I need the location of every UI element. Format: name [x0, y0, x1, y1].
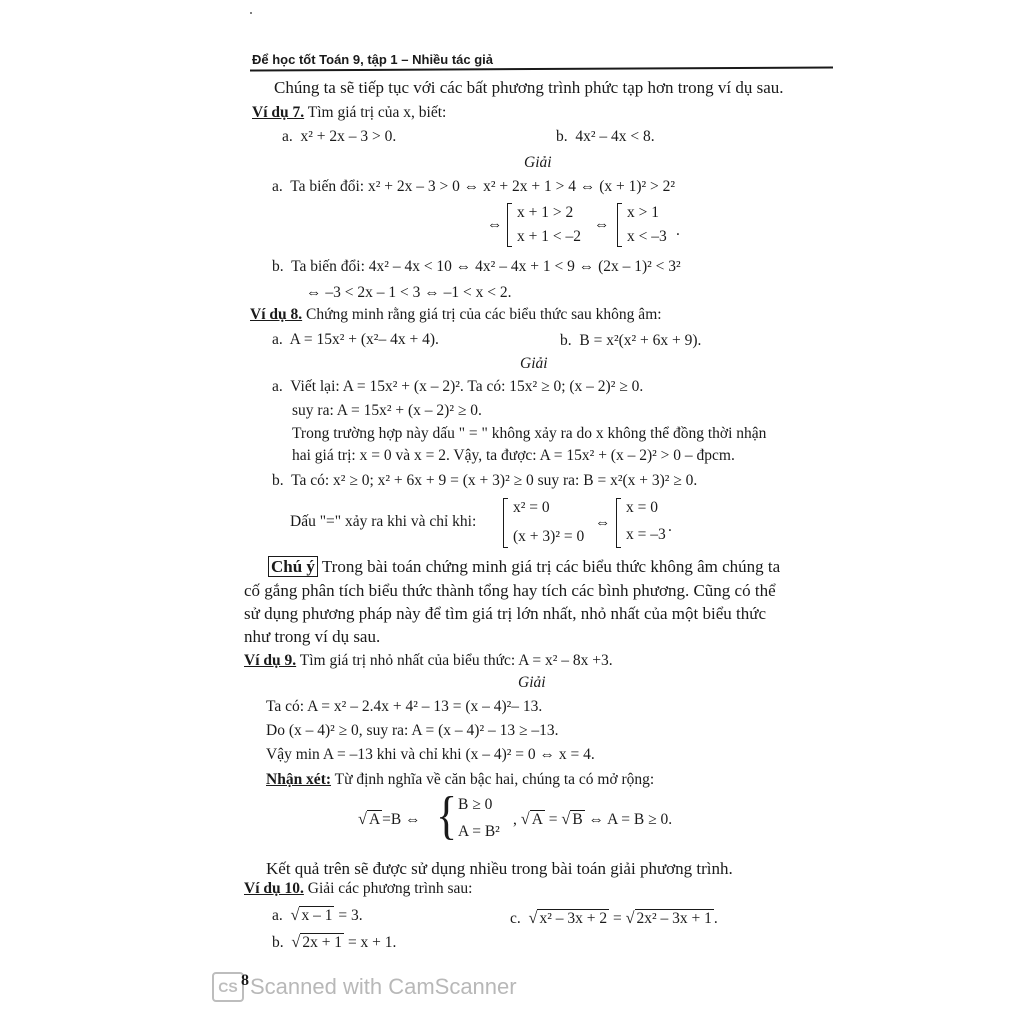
- running-header: Để học tốt Toán 9, tập 1 – Nhiều tác giả: [252, 52, 494, 67]
- result-line: Kết quả trên sẽ được sử dụng nhiều trong bài toán giải phương trình.: [266, 859, 733, 878]
- example-8-a: a. A = 15x² + (x²– 4x + 4).: [272, 331, 439, 348]
- speck: [250, 12, 252, 14]
- example-8-solution-b-l1: b. Ta có: x² ≥ 0; x² + 6x + 9 = (x + 3)² ≥ 0 suy ra: B = x²(x + 3)² ≥ 0.: [272, 472, 698, 489]
- page-number: 8: [241, 972, 249, 989]
- document-page: Để học tốt Toán 9, tập 1 – Nhiều tác giả Chúng ta sẽ tiếp tục với các bất phương trình phức tạp hơn trong ví dụ sau. Ví dụ 7. Tìm giá trị của x, biết: a. x² + 2x – 3 > 0. b. 4x² – 4x < 8. Giải a. Ta biến đổi: x² + 2x – 3 > 0 ⇔ x² + 2x + 1 > 4 ⇔ (x + 1)² > 2² ⇔ x + 1 > 2 x + 1 < –2 ⇔ x > 1 x < –3 . b. Ta biến đổi: 4x² – 4x < 10 ⇔ 4x² – 4x + 1 < 9 ⇔ (2x – 1)² < 3² ⇔ –3 < 2x – 1 < 3 ⇔ –1 < x < 2. Ví dụ 8. Chứng minh rằng giá trị của các biểu thức sau không âm: a. A = 15x² + (x²– 4x + 4). b. B = x²(x² + 6x + 9). Giải a. Viết lại: A = 15x² + (x – 2)². Ta có: 15x² ≥ 0; (x – 2)² ≥ 0. suy ra: A = 15x² + (x – 2)² ≥ 0. Trong trường hợp này dấu " = " không xảy ra do x không thể đồng thời nhận hai giá trị: x = 0 và x = 2. Vậy, ta được: A = 15x² + (x – 2)² > 0 – đpcm. b. Ta có: x² ≥ 0; x² + 6x + 9 = (x + 3)² ≥ 0 suy ra: B = x²(x + 3)² ≥ 0. Dấu "=" xảy ra khi và chỉ khi: x² = 0 (x + 3)² = 0 ⇔ x = 0 x = –3 . Chú ý Trong bài toán chứng minh giá trị các biểu thức không âm chúng ta cố gắng phân tích biểu thức thành tổng hay tích các bình phương. Cũng có thể sử dụng phương pháp này để tìm giá trị lớn nhất, nhỏ nhất của một biểu thức như trong ví dụ sau. Ví dụ 9. Tìm giá trị nhỏ nhất của biểu thức: A = x² – 8x +3. Giải Ta có: A = x² – 2.4x + 4² – 13 = (x – 4)²– 13. Do (x – 4)² ≥ 0, suy ra: A = (x – 4)² – 13 ≥ –13. Vậy min A = –13 khi và chỉ khi (x – 4)² = 0 ⇔ x = 4. Nhận xét: Từ định nghĩa về căn bậc hai, chúng ta có mở rộng: √ A =B ⇔ { B ≥ 0 A = B² , √ A = √ B ⇔ A = B ≥ 0. Kết quả trên sẽ được sử dụng nhiều trong bài toán giải phương trình. Ví dụ 10. Giải các phương trình sau: a. √ x – 1 = 3. b. √ 2x + 1 = x + 1. c. √ x² – 3x + 2 = √ 2x² – 3x + 1 . CS 8 Scanned with CamScanner: [0, 0, 1024, 1024]
- system-brace: {: [436, 786, 458, 845]
- example-10-c: c. √ x² – 3x + 2 = √ 2x² – 3x + 1 .: [510, 909, 718, 927]
- scanner-watermark: Scanned with CamScanner: [250, 974, 517, 999]
- example-7-solution-b-line1: b. Ta biến đổi: 4x² – 4x < 10 ⇔ 4x² – 4x + 1 < 9 ⇔ (2x – 1)² < 3²: [272, 258, 681, 275]
- example-9-solution-title: Giải: [518, 674, 546, 691]
- example-8-solution-title: Giải: [520, 355, 548, 372]
- example-9-line-3: Vậy min A = –13 khi và chỉ khi (x – 4)² = 0 ⇔ x = 4.: [266, 746, 595, 763]
- example-9-heading: Ví dụ 9. Tìm giá trị nhỏ nhất của biểu thức: A = x² – 8x +3.: [244, 652, 613, 669]
- example-10-heading: Ví dụ 10. Giải các phương trình sau:: [244, 880, 473, 897]
- or-bracket: [507, 203, 512, 247]
- iff-symbol: ⇔: [594, 216, 610, 233]
- iff-symbol: ⇔: [487, 216, 503, 233]
- example-9-line-2: Do (x – 4)² ≥ 0, suy ra: A = (x – 4)² – 13 ≥ –13.: [266, 722, 559, 739]
- system-row: x < –3: [627, 228, 667, 245]
- note-line-1: Chú ý Trong bài toán chứng minh giá trị các biểu thức không âm chúng ta: [268, 557, 780, 577]
- example-7-b-expr: 4x² – 4x < 8.: [575, 128, 655, 145]
- example-10-a: a. √ x – 1 = 3.: [272, 906, 363, 924]
- example-9-line-1: Ta có: A = x² – 2.4x + 4² – 13 = (x – 4)²– 13.: [266, 698, 543, 715]
- system-row: x + 1 < –2: [517, 228, 581, 245]
- example-7-solution-b-line2: ⇔ –3 < 2x – 1 < 3 ⇔ –1 < x < 2.: [306, 284, 512, 301]
- sqrt-formula: √ A =B ⇔: [358, 810, 421, 828]
- system-row: x > 1: [627, 204, 659, 221]
- remark-label: Nhận xét:: [266, 771, 332, 788]
- system-row: (x + 3)² = 0: [513, 528, 585, 545]
- iff-symbol: ⇔: [595, 514, 611, 531]
- example-10-label: Ví dụ 10.: [244, 880, 304, 897]
- note-line-3: sử dụng phương pháp này để tìm giá trị lớn nhất, nhỏ nhất của một biểu thức: [244, 604, 767, 623]
- example-8-solution-a-l3: Trong trường hợp này dấu " = " không xảy ra do x không thể đồng thời nhận: [292, 425, 767, 442]
- or-bracket: [617, 203, 622, 247]
- example-8-solution-a-l1: a. Viết lại: A = 15x² + (x – 2)². Ta có: 15x² ≥ 0; (x – 2)² ≥ 0.: [272, 378, 644, 395]
- system-row: x = –3: [626, 526, 666, 543]
- system-row: A = B²: [458, 823, 500, 840]
- system-row: B ≥ 0: [458, 796, 493, 813]
- example-8-label: Ví dụ 8.: [250, 306, 303, 323]
- example-10-b: b. √ 2x + 1 = x + 1.: [272, 933, 397, 951]
- remark-line: Nhận xét: Từ định nghĩa về căn bậc hai, chúng ta có mở rộng:: [266, 771, 655, 788]
- example-9-label: Ví dụ 9.: [244, 652, 297, 669]
- intro-text: Chúng ta sẽ tiếp tục với các bất phương trình phức tạp hơn trong ví dụ sau.: [274, 78, 784, 97]
- note-label: Chú ý: [268, 556, 318, 577]
- note-line-4: như trong ví dụ sau.: [244, 627, 381, 646]
- camscanner-logo-icon: CS: [212, 972, 244, 1002]
- example-8-b: b. B = x²(x² + 6x + 9).: [560, 332, 702, 349]
- example-7-heading: [252, 104, 446, 122]
- note-line-2: cố gắng phân tích biểu thức thành tổng hay tích các bình phương. Cũng có thể: [244, 581, 776, 600]
- example-7-a: a. x² + 2x – 3 > 0.: [282, 128, 397, 145]
- example-7-solution-title: Giải: [524, 154, 552, 171]
- example-8-solution-a-l4: hai giá trị: x = 0 và x = 2. Vậy, ta được: A = 15x² + (x – 2)² > 0 – đpcm.: [292, 447, 735, 464]
- example-8-solution-b-l2: Dấu "=" xảy ra khi và chỉ khi:: [290, 513, 477, 530]
- or-bracket: [503, 498, 508, 548]
- header-rule: [250, 66, 833, 71]
- system-row: x² = 0: [513, 499, 550, 516]
- example-8-heading: [250, 306, 662, 324]
- sqrt-formula-2: , √ A = √ B ⇔ A = B ≥ 0.: [513, 810, 673, 828]
- example-8-solution-a-l2: suy ra: A = 15x² + (x – 2)² ≥ 0.: [292, 402, 482, 419]
- example-8-prompt: Chứng minh rằng giá trị của các biểu thức sau không âm:: [306, 306, 662, 323]
- example-7-solution-a-line1: a. Ta biến đổi: x² + 2x – 3 > 0 ⇔ x² + 2x + 1 > 4 ⇔ (x + 1)² > 2²: [272, 178, 676, 195]
- example-7-a-expr: x² + 2x – 3 > 0.: [300, 128, 397, 145]
- system-row: x + 1 > 2: [517, 204, 574, 221]
- example-7-b: b. 4x² – 4x < 8.: [556, 128, 655, 145]
- example-7-prompt: Tìm giá trị của x, biết:: [307, 104, 447, 121]
- system-row: x = 0: [626, 499, 658, 516]
- or-bracket: [616, 498, 621, 548]
- example-7-label: Ví dụ 7.: [252, 104, 305, 121]
